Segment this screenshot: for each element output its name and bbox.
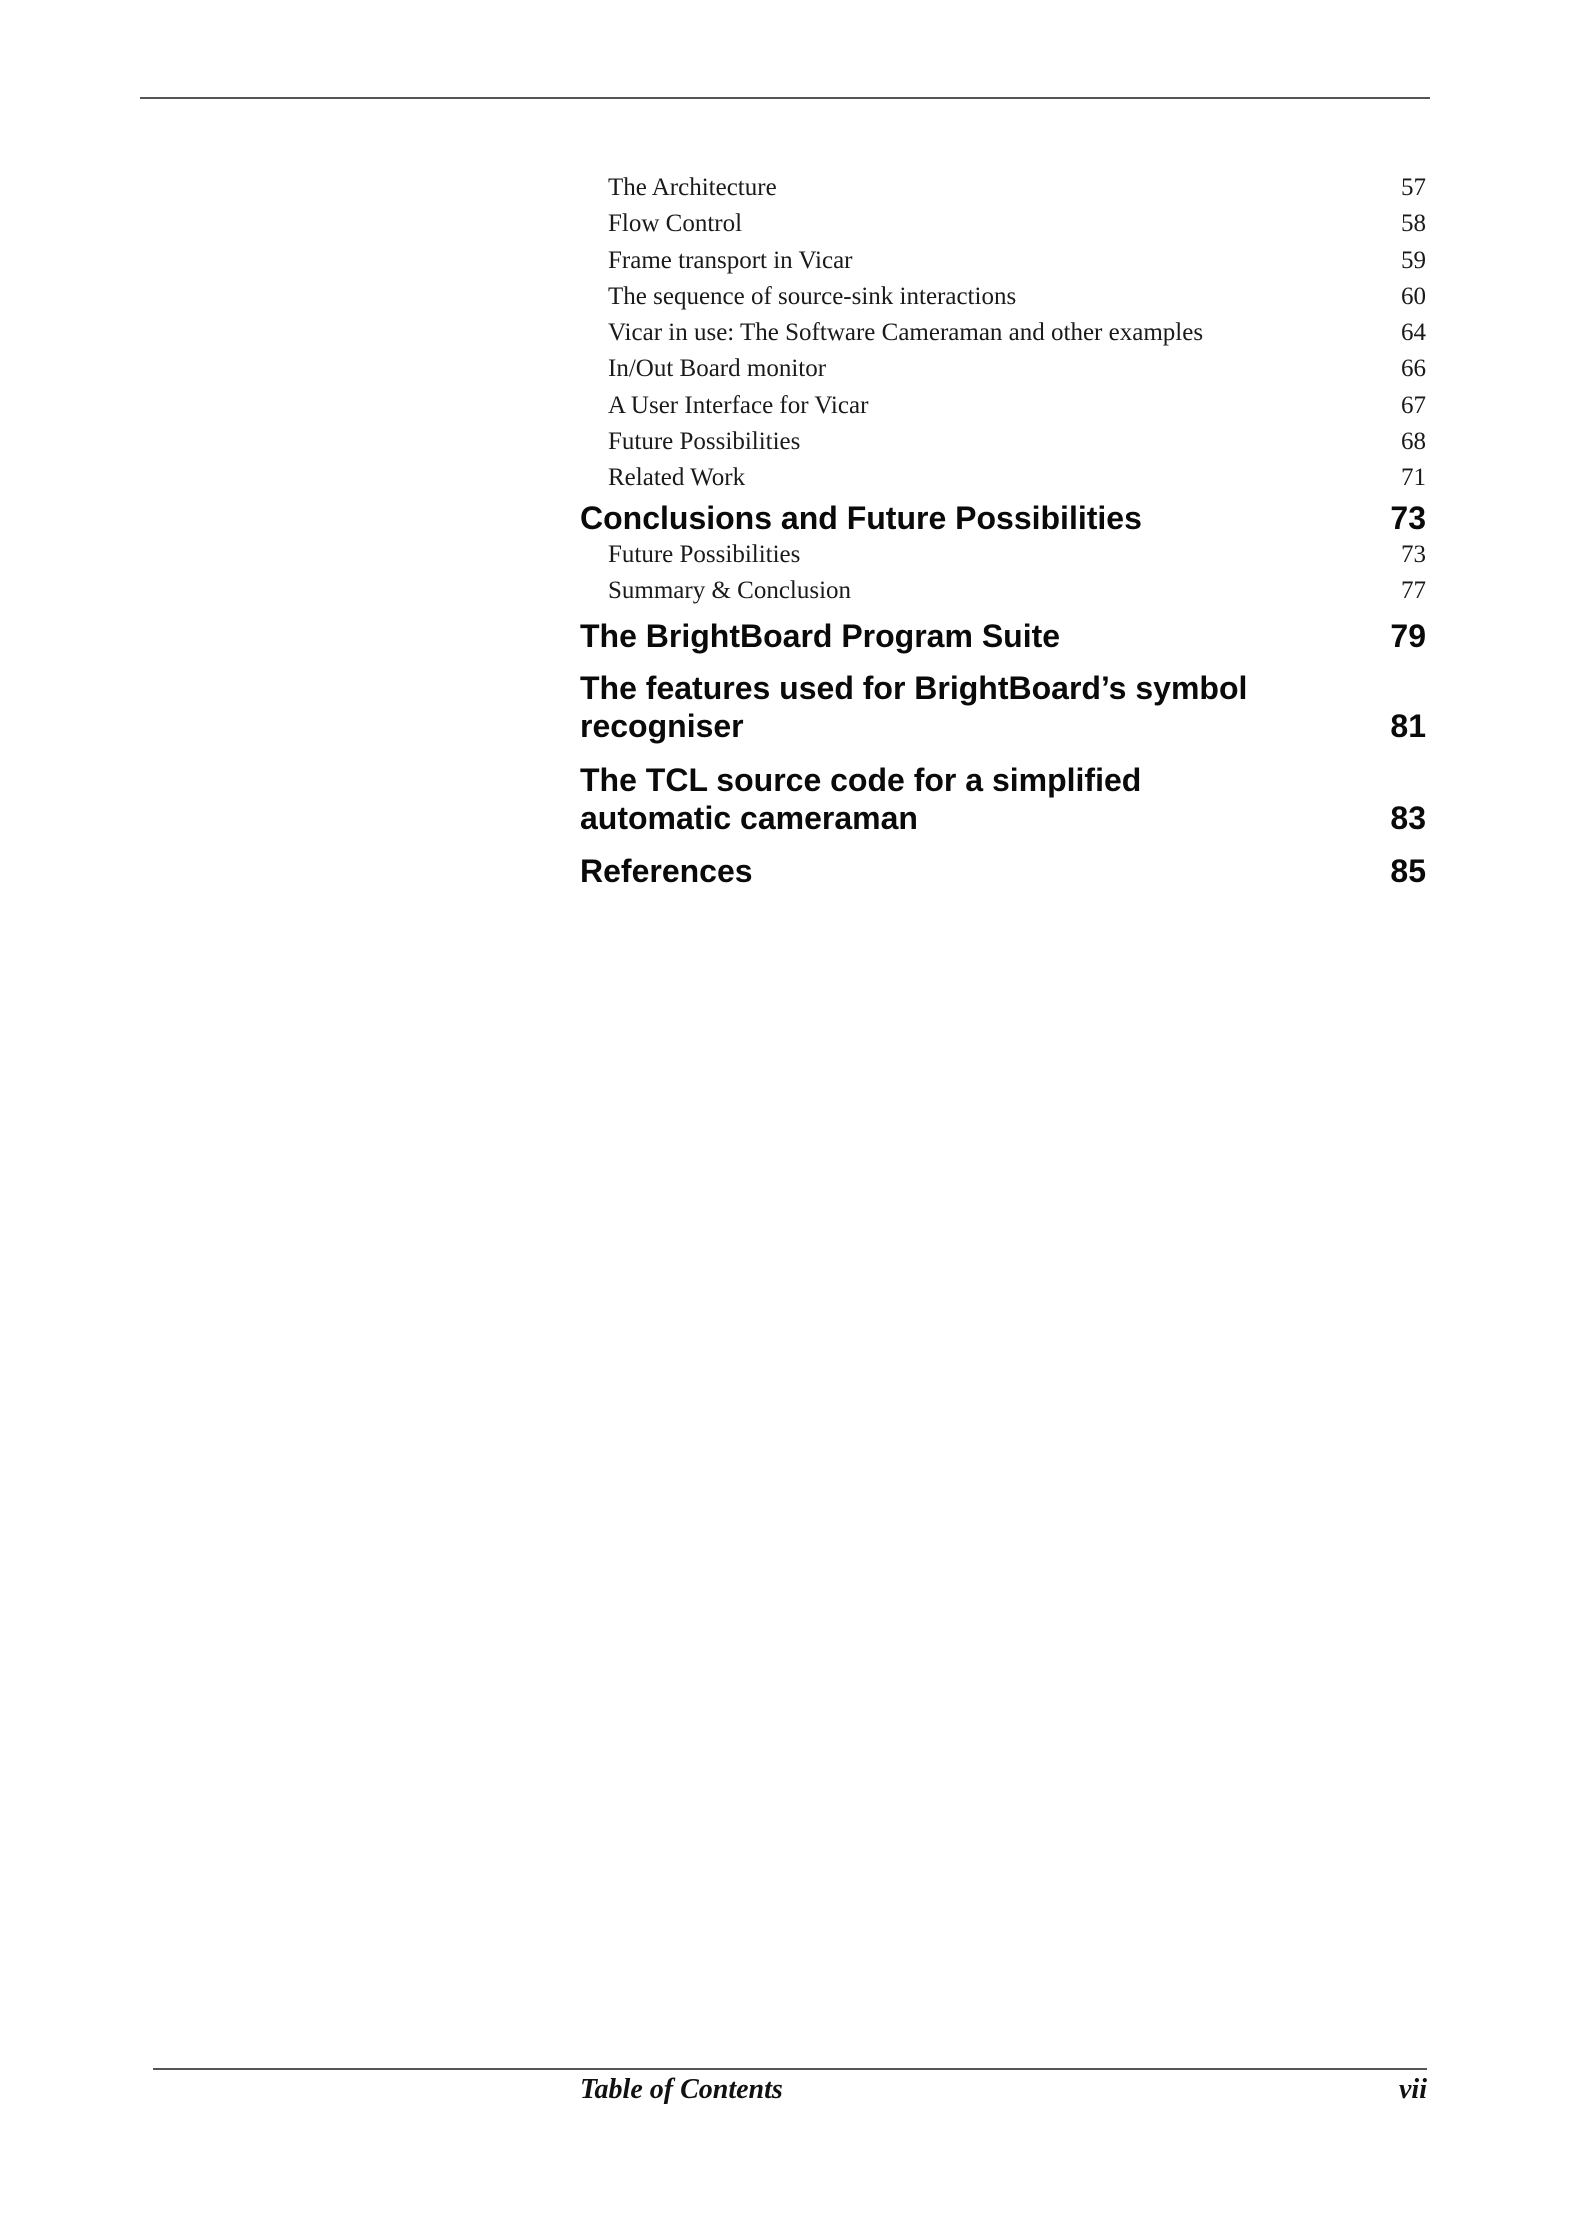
footer-title: Table of Contents	[580, 2074, 783, 2105]
toc-page-number: 64	[1401, 319, 1426, 347]
toc-section-title: Frame transport in Vicar	[608, 246, 853, 274]
toc-page-number: 59	[1401, 246, 1426, 274]
toc-section-title: Vicar in use: The Software Cameraman and other examples	[608, 319, 1204, 347]
toc-chapter-entry[interactable]	[580, 617, 1426, 655]
toc-page-number: 71	[1401, 464, 1426, 492]
toc-section-entry[interactable]	[580, 388, 1426, 424]
toc-section-entry[interactable]	[580, 460, 1426, 496]
toc-page-number: 77	[1401, 576, 1426, 604]
toc-section-entry[interactable]	[580, 206, 1426, 242]
toc-page-number: 67	[1401, 391, 1426, 419]
header-rule	[140, 97, 1430, 99]
toc-section-entry[interactable]	[580, 573, 1426, 609]
table-of-contents	[580, 170, 1426, 890]
toc-chapter-title: The TCL source code for a simplified automatic cameraman	[580, 762, 1142, 837]
toc-chapter-entry[interactable]	[580, 499, 1426, 537]
toc-section-title: The sequence of source-sink interactions	[608, 282, 1017, 310]
footer-rule	[153, 2068, 1427, 2070]
toc-section-entry[interactable]	[580, 537, 1426, 573]
toc-chapter-entry[interactable]	[580, 669, 1426, 745]
toc-chapter-page-number: 85	[1390, 853, 1426, 890]
toc-section-title: Flow Control	[608, 210, 743, 238]
toc-chapter-title: The BrightBoard Program Suite	[580, 618, 1061, 655]
toc-page-number: 58	[1401, 210, 1426, 238]
toc-page-number: 68	[1401, 428, 1426, 456]
toc-chapter-title: Conclusions and Future Possibilities	[580, 499, 1142, 536]
toc-section-title: Future Possibilities	[608, 428, 801, 456]
toc-section-entry[interactable]	[580, 170, 1426, 206]
toc-page-number: 60	[1401, 282, 1426, 310]
toc-page-number: 66	[1401, 355, 1426, 383]
toc-section-title: The Architecture	[608, 174, 777, 201]
toc-section-title: Summary & Conclusion	[608, 576, 852, 604]
toc-chapter-entry[interactable]	[580, 852, 1426, 890]
toc-chapter-page-number: 73	[1390, 499, 1426, 536]
toc-section-title: In/Out Board monitor	[608, 355, 827, 383]
toc-section-title: Future Possibilities	[608, 540, 801, 568]
toc-section-entry[interactable]	[580, 279, 1426, 315]
toc-section-title: A User Interface for Vicar	[608, 391, 869, 419]
toc-section-title: Related Work	[608, 464, 746, 492]
toc-chapter-page-number: 79	[1390, 618, 1426, 655]
toc-section-entry[interactable]	[580, 351, 1426, 387]
footer-page-number: vii	[1399, 2074, 1427, 2105]
toc-chapter-entry[interactable]	[580, 761, 1426, 837]
toc-chapter-page-number: 83	[1390, 800, 1426, 837]
toc-chapter-page-number: 81	[1390, 708, 1426, 745]
toc-section-entry[interactable]	[580, 424, 1426, 460]
toc-section-entry[interactable]	[580, 315, 1426, 351]
toc-page-number: 57	[1401, 174, 1426, 201]
toc-section-entry[interactable]	[580, 243, 1426, 279]
toc-chapter-title: References	[580, 853, 753, 890]
toc-page-number: 73	[1401, 540, 1426, 568]
toc-chapter-title: The features used for BrightBoard’s symbol recogniser	[580, 670, 1248, 745]
